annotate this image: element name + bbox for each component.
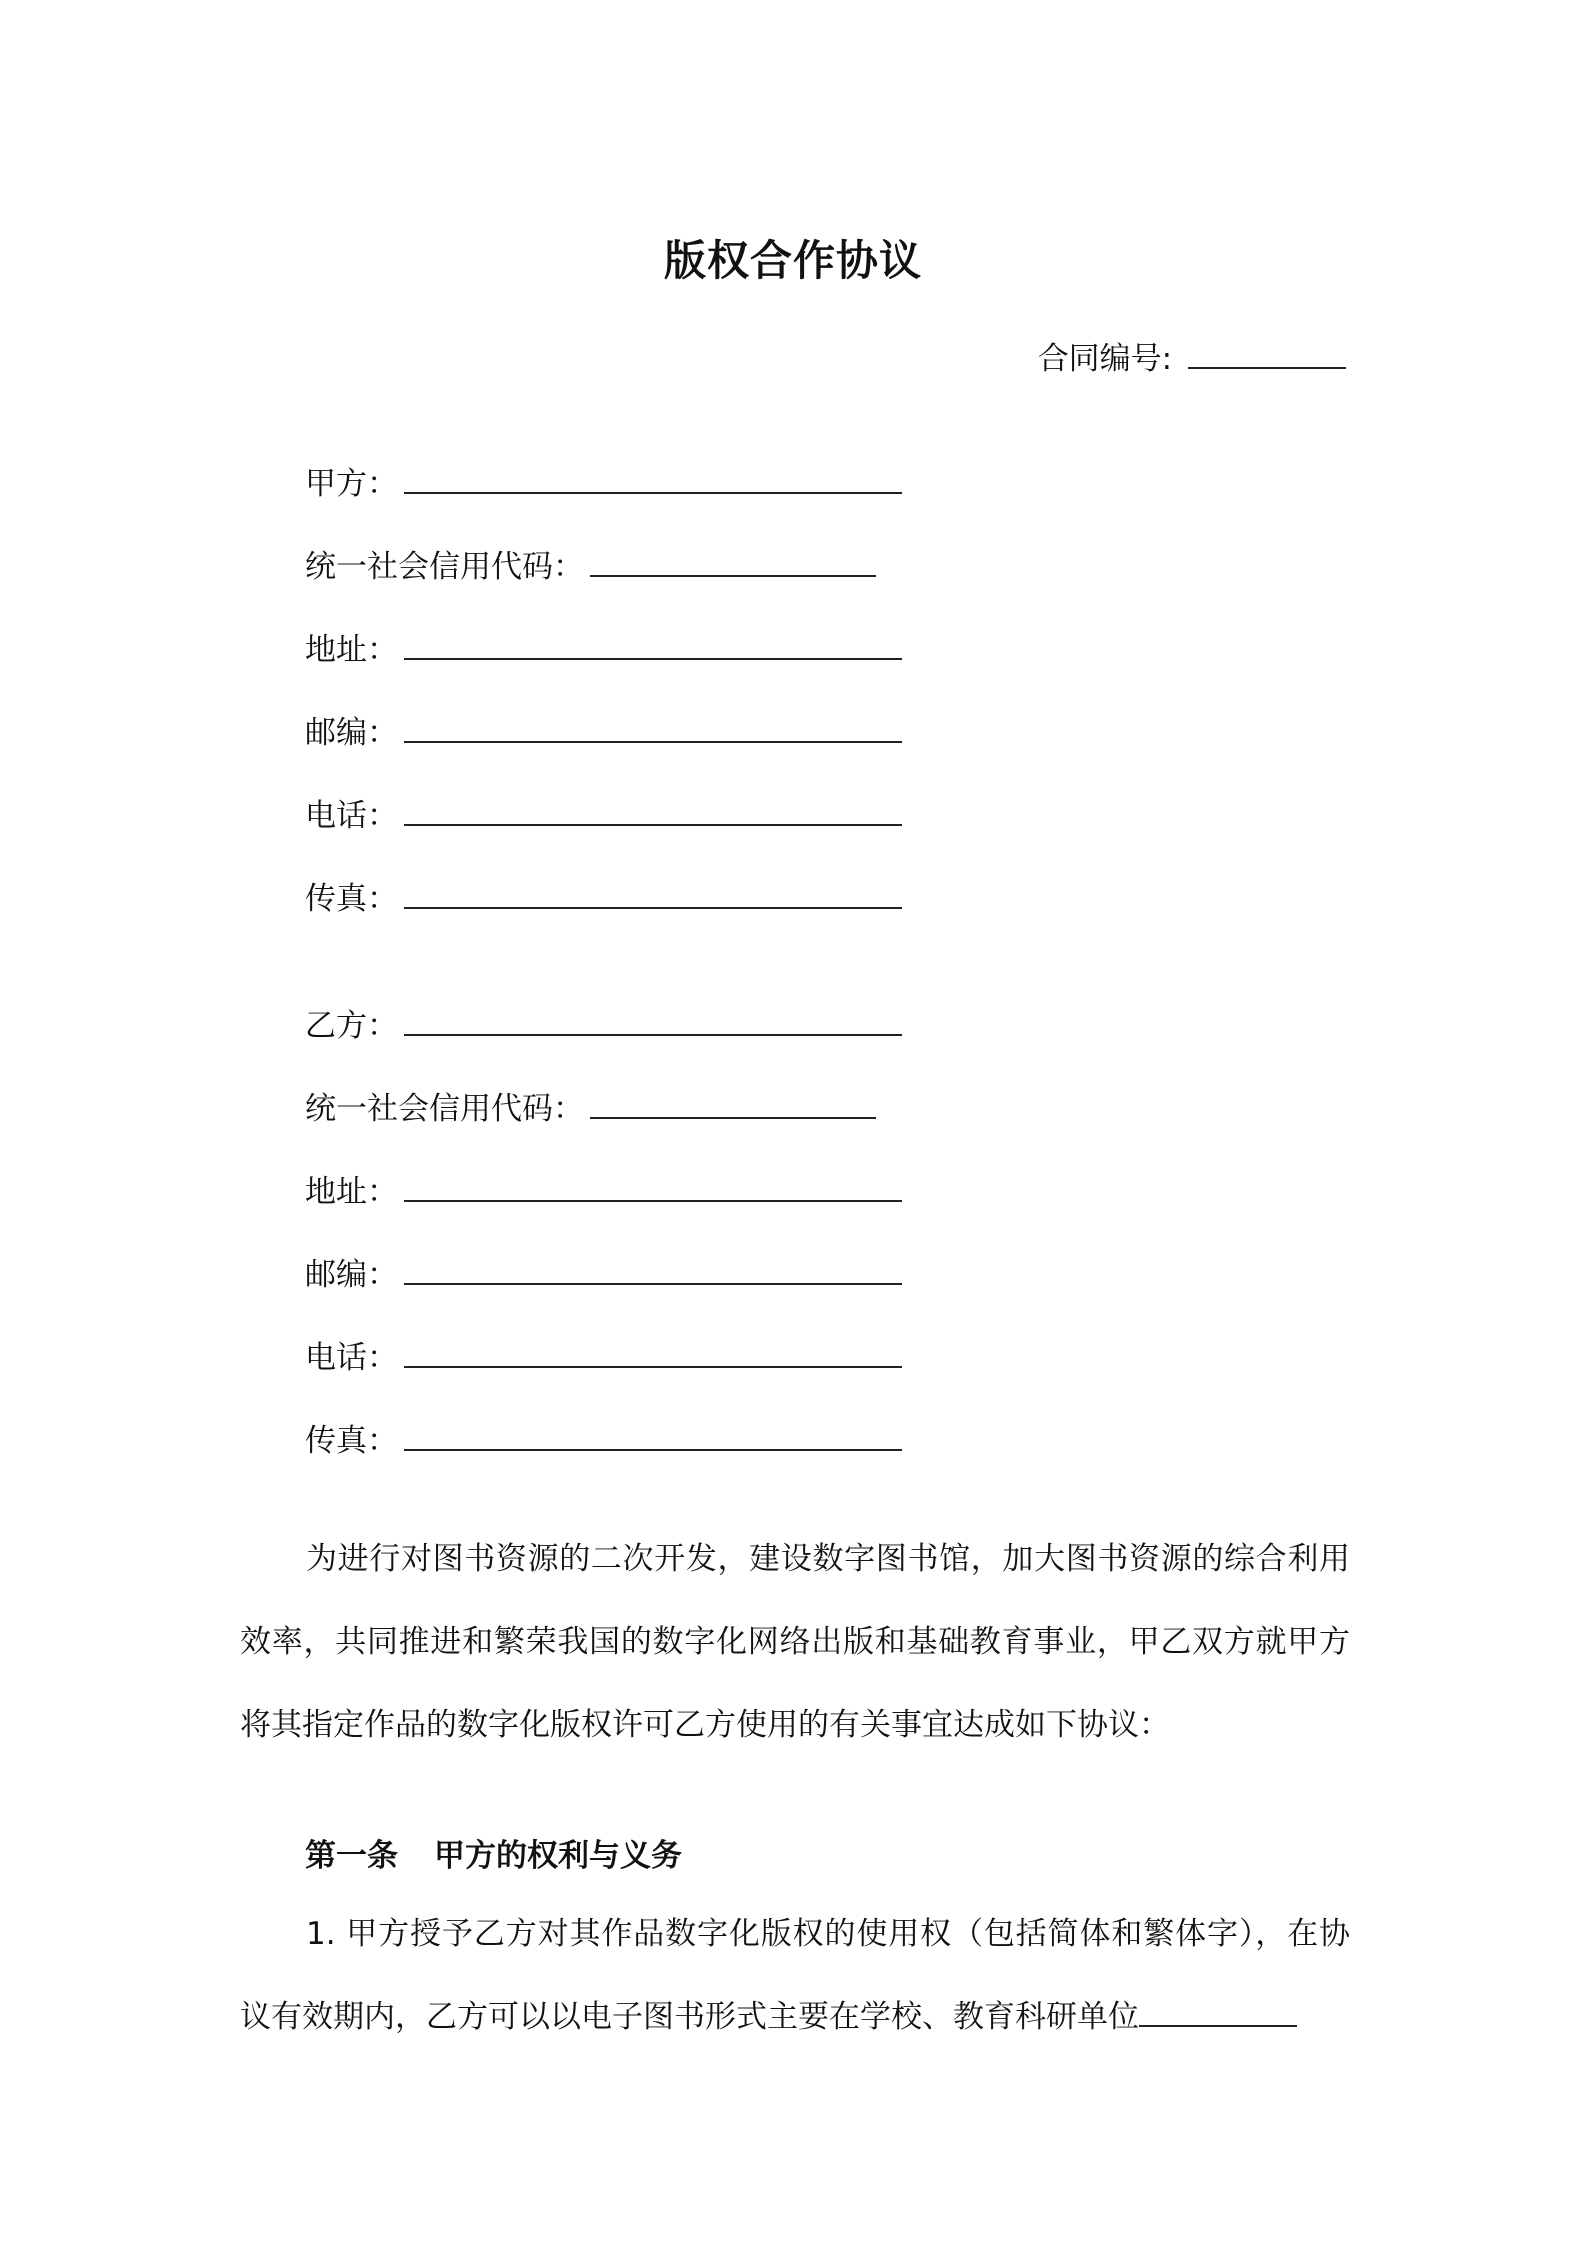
contract-number-label: 合同编号: — [1037, 341, 1173, 377]
document-title: 版权合作协议 — [663, 236, 922, 285]
party-b-fax-field — [305, 1415, 902, 1460]
party-b-address-blank[interactable] — [404, 1176, 902, 1202]
party-b-fax-label: 传真： — [305, 1423, 398, 1459]
article-1-title: 甲方的权利与义务 — [434, 1838, 682, 1874]
party-a-address-field — [305, 624, 902, 669]
contract-number — [1038, 333, 1346, 378]
party-b-postcode-blank[interactable] — [404, 1259, 902, 1285]
party-a-name-blank[interactable] — [404, 468, 902, 494]
party-b-phone-blank[interactable] — [404, 1342, 902, 1368]
party-b-name-blank[interactable] — [404, 1010, 902, 1036]
party-b-name-field — [305, 1000, 902, 1045]
contract-number-blank[interactable] — [1188, 343, 1346, 369]
party-b-fax-blank[interactable] — [404, 1425, 902, 1451]
preamble-paragraph: 为进行对图书资源的二次开发，建设数字图书馆，加大图书资源的综合利用效率，共同推进和繁荣我国的数字化网络出版和基础教育事业，甲乙双方就甲方将其指定作品的数字化版权许可乙方使用的有关事宜达成如下协议： — [240, 1541, 1350, 1743]
party-a-address-label: 地址： — [305, 632, 398, 668]
party-b-postcode-field — [305, 1249, 902, 1294]
article-1-clause-1-text: 1. 甲方授予乙方对其作品数字化版权的使用权（包括简体和繁体字），在协议有效期内，乙方可以以电子图书形式主要在学校、教育科研单位 — [240, 1916, 1350, 2035]
article-1-clause-1-blank[interactable] — [1139, 2001, 1297, 2027]
party-b-address-field — [305, 1166, 902, 1211]
party-b-name-label: 乙方： — [305, 1008, 398, 1044]
party-a-postcode-blank[interactable] — [404, 717, 902, 743]
party-b-phone-field — [305, 1332, 902, 1377]
party-b-address-label: 地址： — [305, 1174, 398, 1210]
article-1-number: 第一条 — [305, 1838, 398, 1874]
party-a-phone-blank[interactable] — [404, 800, 902, 826]
article-1-clause-1 — [240, 1893, 1350, 2059]
party-a-postcode-field — [305, 707, 902, 752]
party-a-phone-field — [305, 790, 902, 835]
party-a-name-field — [305, 458, 902, 503]
party-b-phone-label: 电话： — [305, 1340, 398, 1376]
party-a-fax-blank[interactable] — [404, 883, 902, 909]
party-a-fax-label: 传真： — [305, 881, 398, 917]
party-a-phone-label: 电话： — [305, 798, 398, 834]
party-b-credit-code-blank[interactable] — [590, 1093, 876, 1119]
party-a-credit-code-field — [305, 541, 876, 586]
party-a-credit-code-blank[interactable] — [590, 551, 876, 577]
party-a-name-label: 甲方： — [305, 466, 398, 502]
party-b-credit-code-field — [305, 1083, 876, 1128]
party-b-credit-code-label: 统一社会信用代码： — [305, 1091, 584, 1127]
party-a-address-blank[interactable] — [404, 634, 902, 660]
article-1-heading — [305, 1830, 682, 1875]
party-a-credit-code-label: 统一社会信用代码： — [305, 549, 584, 585]
party-b-postcode-label: 邮编： — [305, 1257, 398, 1293]
party-a-fax-field — [305, 873, 902, 918]
party-a-postcode-label: 邮编： — [305, 715, 398, 751]
